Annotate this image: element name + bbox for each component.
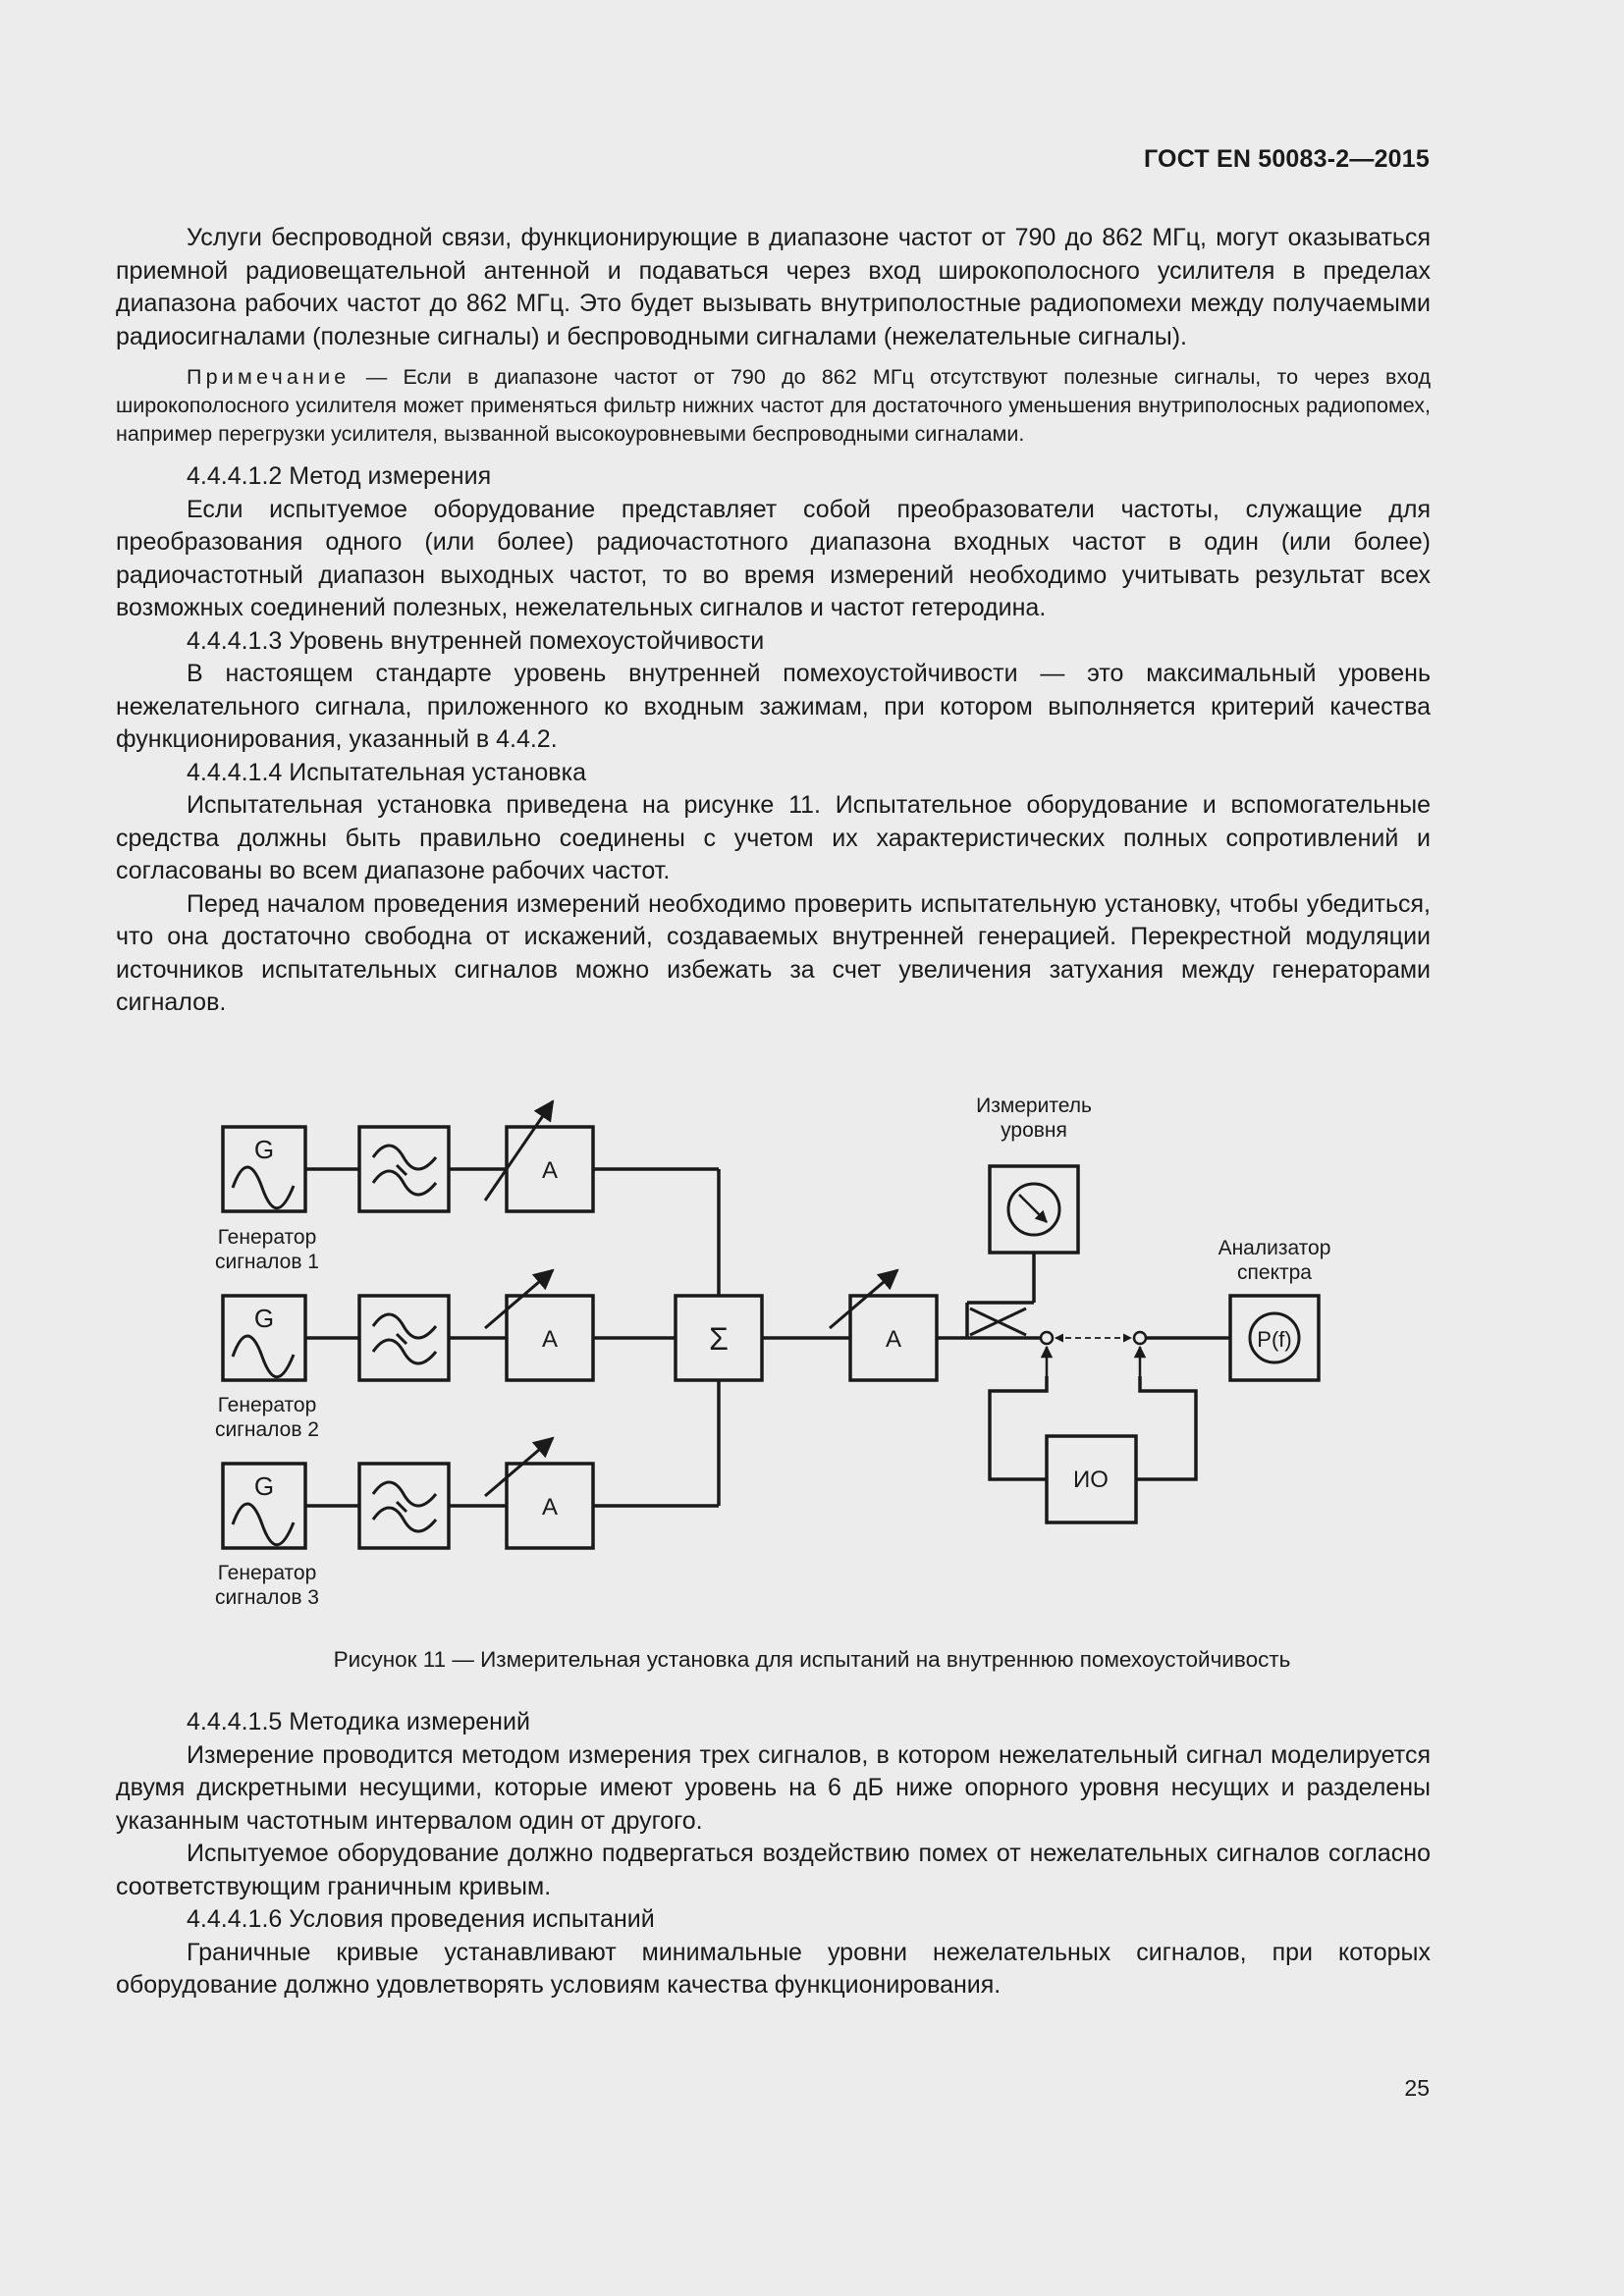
paragraph-measurement-procedure: Измерение проводится методом измерения трех сигналов, в котором нежелательный сигнал моделируется двумя дискретными несущими, которые имеют уровень на 6 дБ ниже опорного уровня несущих и разделены указанным частотным интервалом один от другого. xyxy=(116,1740,1431,1835)
generator-2-label-line1: Генератор xyxy=(217,1394,317,1416)
paragraph-equipment-exposure: Испытуемое оборудование должно подвергаться воздействию помех от нежелательных сигналов согласно соответствующим граничным кривым. xyxy=(116,1840,1431,1900)
generator-2-letter: G xyxy=(253,1304,275,1333)
generator-2 xyxy=(223,1296,305,1380)
attenuator-1 xyxy=(485,1101,593,1211)
standard-designation: ГОСТ EN 50083-2—2015 xyxy=(1144,145,1430,173)
filter-3 xyxy=(359,1464,449,1548)
level-meter xyxy=(990,1166,1078,1253)
paragraph-test-setup: Испытательная установка приведена на рисунке 11. Испытательное оборудование и вспомогательные средства должны быть правильно соединены с учетом их характеристических полных сопротивлений и согласованы во всем диапазоне рабочих частот. xyxy=(116,791,1431,884)
generator-1-label-line1: Генератор xyxy=(217,1226,317,1249)
heading-4-4-4-1-5: 4.4.4.1.5 Методика измерений xyxy=(187,1708,530,1735)
note-text: — Если в диапазоне частот от 790 до 862 МГц отсутствуют полезные сигналы, то через вход широкополосного усилителя может применяться фильтр нижних частот для достаточного уменьшения внутриполосных радиопомех, например перегрузки усилителя, вызванной высокоуровневыми беспроводными сигналами. xyxy=(116,365,1431,446)
generator-3-label-line1: Генератор xyxy=(217,1562,317,1584)
note xyxy=(116,363,1431,449)
level-meter-label-line2: уровня xyxy=(1001,1119,1067,1142)
summator-symbol: Σ xyxy=(709,1321,729,1357)
heading-4-4-4-1-2: 4.4.4.1.2 Метод измерения xyxy=(187,462,492,490)
text-block-bottom xyxy=(116,1706,1431,2002)
attenuator-2-letter: A xyxy=(541,1326,559,1353)
level-meter-label-line1: Измеритель xyxy=(976,1095,1092,1117)
generator-3-label-line2: сигналов 3 xyxy=(214,1586,320,1609)
analyzer-label-line2: спектра xyxy=(1237,1261,1312,1284)
attenuator-output-letter: A xyxy=(885,1326,902,1353)
attenuator-1-letter: A xyxy=(541,1157,559,1184)
io-label: ИО xyxy=(1073,1467,1109,1493)
text-block-top xyxy=(116,222,1431,1020)
heading-4-4-4-1-4: 4.4.4.1.4 Испытательная установка xyxy=(187,758,586,786)
summator xyxy=(676,1296,762,1380)
generator-2-label-line2: сигналов 2 xyxy=(214,1418,320,1441)
attenuator-output xyxy=(830,1270,937,1380)
paragraph-wireless-services: Услуги беспроводной связи, функционирующие в диапазоне частот от 790 до 862 МГц, могут оказываться приемной радиовещательной антенной и подаваться через вход широкополосного усилителя в пределах диапазона рабочих частот до 862 МГц. Это будет вызывать внутриполостные радиопомехи между получаемыми радиосигналами (полезные сигналы) и беспроводными сигналами (нежелательные сигналы). xyxy=(116,224,1431,350)
attenuator-2 xyxy=(485,1270,593,1380)
page-number: 25 xyxy=(1404,2075,1430,2101)
attenuator-3-letter: A xyxy=(541,1494,559,1521)
attenuator-3 xyxy=(485,1438,593,1548)
spectrum-analyzer xyxy=(1230,1296,1319,1380)
analyzer-symbol: P(f) xyxy=(1257,1327,1292,1352)
filter-2 xyxy=(359,1296,449,1380)
heading-4-4-4-1-6: 4.4.4.1.6 Условия проведения испытаний xyxy=(187,1905,655,1933)
generator-1-letter: G xyxy=(253,1135,275,1164)
paragraph-limit-curves: Граничные кривые устанавливают минимальные уровни нежелательных сигналов, при которых оборудование должно удовлетворять условиям качества функционирования. xyxy=(116,1938,1431,1999)
filter-1 xyxy=(359,1127,449,1211)
note-label: Примечание xyxy=(187,365,351,389)
generator-1-label-line2: сигналов 1 xyxy=(214,1251,320,1273)
generator-1 xyxy=(223,1127,305,1211)
generator-3-letter: G xyxy=(253,1471,275,1501)
test-setup-diagram xyxy=(196,1075,1375,1639)
figure-11-diagram xyxy=(196,1075,1375,1639)
heading-4-4-4-1-3: 4.4.4.1.3 Уровень внутренней помехоустойчивости xyxy=(187,626,765,655)
paragraph-immunity-level: В настоящем стандарте уровень внутренней помехоустойчивости — это максимальный уровень нежелательного сигнала, приложенного ко входным зажимам, при котором выполняется критерий качества функционирования, указанный в 4.4.2. xyxy=(116,660,1431,753)
io-block xyxy=(1047,1436,1136,1522)
analyzer-label-line1: Анализатор xyxy=(1218,1237,1331,1259)
paragraph-setup-check: Перед началом проведения измерений необходимо проверить испытательную установку, чтобы убедиться, что она достаточно свободна от искажений, создаваемых внутренней генерацией. Перекрестной модуляции источников испытательных сигналов можно избежать за счет увеличения затухания между генераторами сигналов. xyxy=(116,889,1431,1016)
figure-caption: Рисунок 11 — Измерительная установка для испытаний на внутреннюю помехоустойчивость xyxy=(333,1647,1291,1672)
paragraph-measurement-method: Если испытуемое оборудование представляет собой преобразователи частоты, служащие для преобразования одного (или более) радиочастотного диапазона входных частот в один (или более) радиочастотный диапазон выходных частот, то во время измерений необходимо учитывать результат всех возможных соединений полезных, нежелательных сигналов и частот гетеродина. xyxy=(116,495,1431,621)
generator-3 xyxy=(223,1464,305,1548)
